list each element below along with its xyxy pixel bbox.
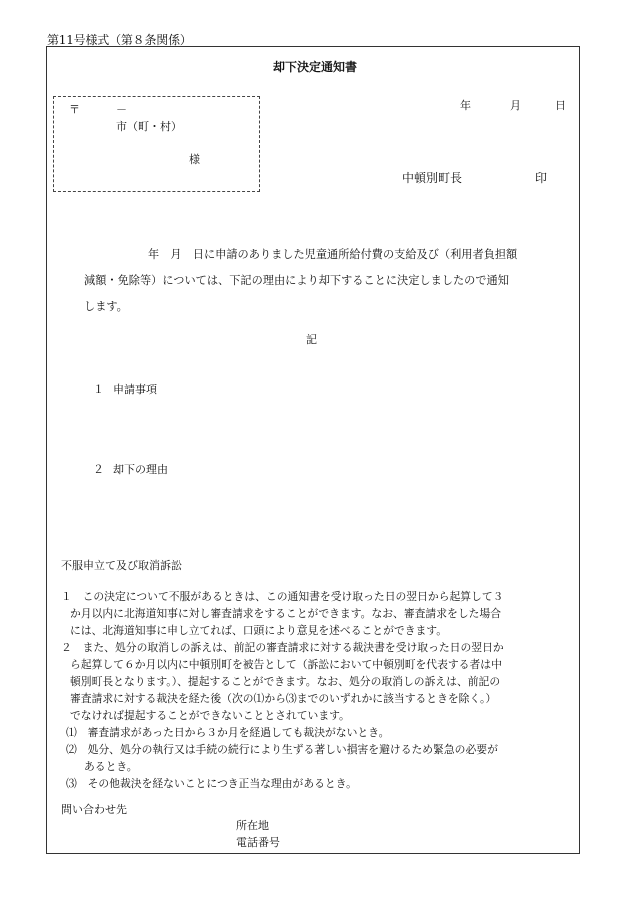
item-2-label: 却下の理由	[113, 463, 168, 476]
item-1-label: 申請事項	[113, 383, 157, 396]
date-year: 年	[460, 99, 471, 112]
body-line-2: 減額・免除等）については、下記の理由により却下することに決定しましたので通知	[84, 274, 509, 287]
contact-heading: 問い合わせ先	[61, 803, 127, 816]
honorific: 様	[189, 153, 200, 166]
appeal-line: か月以内に北海道知事に対し審査請求をすることができます。なお、審査請求をした場合	[70, 607, 502, 620]
form-number: 第11号様式（第８条関係）	[47, 33, 192, 47]
appeal-line: には、北海道知事に申し立てれば、口頭により意見を述べることができます。	[70, 624, 448, 637]
appeal-line: ⑵ 処分、処分の執行又は手続の続行により生ずる著しい損害を避けるため緊急の必要が	[66, 743, 498, 756]
body-line-3: します。	[84, 300, 128, 313]
postal-mark: 〒	[69, 103, 80, 116]
postal-dash: －	[116, 103, 127, 116]
body-line-1: 年 月 日に申請のありました児童通所給付費の支給及び（利用者負担額	[148, 248, 518, 261]
city-line: 市（町・村）	[116, 120, 182, 133]
document-title: 却下決定通知書	[272, 60, 357, 74]
seal-mark: 印	[535, 171, 548, 185]
appeal-line: ２ また、処分の取消しの訴えは、前記の審査請求に対する裁決書を受け取った日の翌日か	[61, 641, 504, 654]
contact-location-label: 所在地	[236, 819, 269, 832]
appeal-line: 頓別町長となります。）、提起することができます。なお、処分の取消しの訴えは、前記の	[70, 675, 501, 688]
appeal-line: １ この決定について不服があるときは、この通知書を受け取った日の翌日から起算して３	[61, 590, 504, 603]
item-2-number: ２	[93, 463, 104, 476]
appeal-heading: 不服申立て及び取消訴訟	[61, 559, 182, 572]
item-1-number: １	[93, 383, 104, 396]
address-box	[53, 96, 260, 192]
appeal-line: あるとき。	[84, 760, 138, 773]
contact-phone-label: 電話番号	[236, 836, 280, 849]
appeal-line: ⑴ 審査請求があった日から３か月を経過しても裁決がないとき。	[66, 726, 390, 739]
date-month: 月	[510, 99, 521, 112]
date-day: 日	[555, 99, 566, 112]
appeal-line: 審査請求に対する裁決を経た後（次の⑴から⑶までのいずれかに該当するときを除く。）	[70, 692, 497, 705]
appeal-line: でなければ提起することができないこととされています。	[70, 709, 350, 722]
appeal-line: ら起算して６か月以内に中頓別町を被告として（訴訟において中頓別町を代表する者は中	[70, 658, 502, 671]
ki-heading: 記	[306, 333, 317, 346]
appeal-line: ⑶ その他裁決を経ないことにつき正当な理由があるとき。	[66, 777, 357, 790]
issuer-name: 中頓別町長	[402, 171, 463, 185]
